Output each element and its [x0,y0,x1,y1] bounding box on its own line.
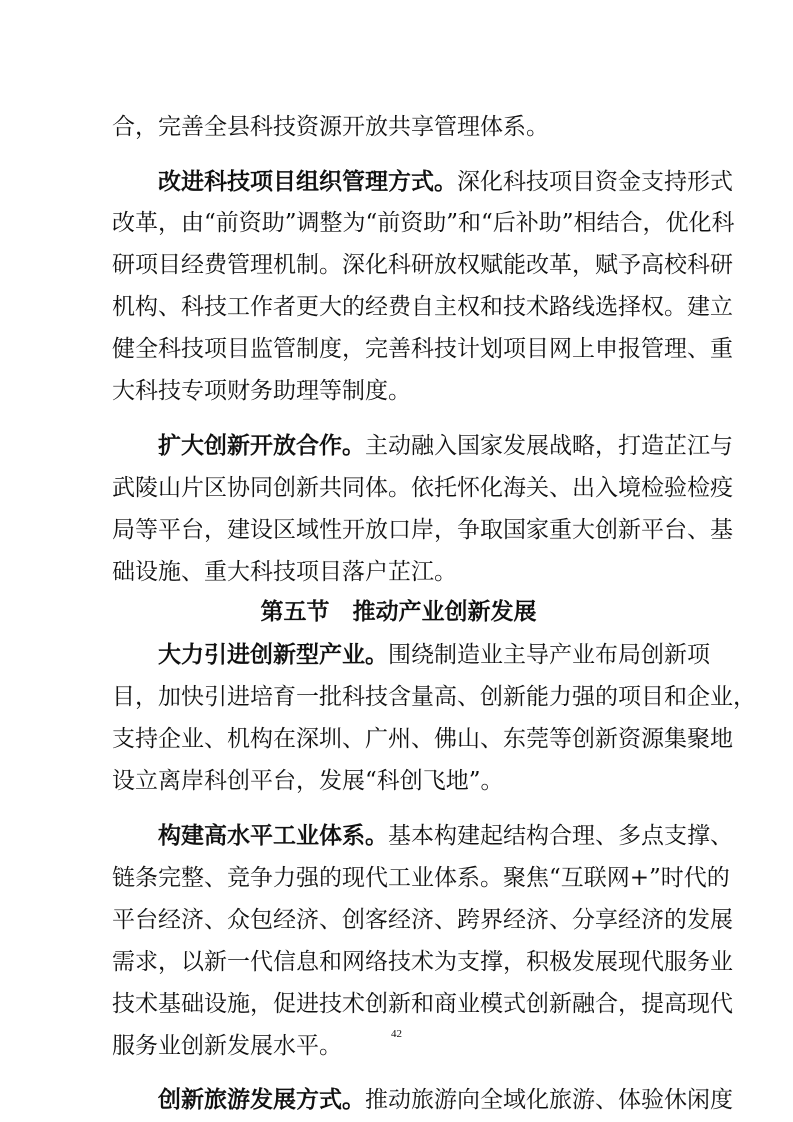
page-number: 42 [391,1028,402,1040]
text-line: 需求，以新一代信息和网络技术为支撑，积极发展现代服务业 [112,949,733,975]
paragraph-text: 主动融入国家发展战略，打造芷江与 [365,433,733,459]
paragraph-heading: 大力引进创新型产业。 [158,641,388,668]
text-line: 链条完整、竞争力强的现代工业体系。聚焦“互联网+”时代的 [112,865,730,891]
paragraph-text: 基本构建起结构合理、多点支撑、 [388,823,733,849]
paragraph-heading: 构建高水平工业体系。 [158,822,388,849]
text-line: 大科技专项财务助理等制度。 [112,378,411,404]
text-line: 础设施、重大科技项目落户芷江。 [112,559,457,585]
text-line: 支持企业、机构在深圳、广州、佛山、东莞等创新资源集聚地 [112,726,733,752]
paragraph-text: 围绕制造业主导产业布局创新项 [388,642,710,668]
paragraph-heading: 扩大创新开放合作。 [158,432,365,459]
paragraph-text: 推动旅游向全域化旅游、体验休闲度 [365,1087,733,1113]
text-line: 合，完善全县科技资源开放共享管理体系。 [112,114,549,140]
paragraph-first-line [158,640,710,670]
paragraph-heading: 改进科技项目组织管理方式。 [158,168,457,195]
text-line: 改革，由“前资助”调整为“前资助”和“后补助”相结合，优化科 [112,210,735,236]
text-line: 健全科技项目监管制度，完善科技计划项目网上申报管理、重 [112,336,733,362]
paragraph-heading: 创新旅游发展方式。 [158,1086,365,1113]
paragraph-first-line [158,821,733,851]
text-line: 武陵山片区协同创新共同体。依托怀化海关、出入境检验检疫 [112,475,733,501]
section-title: 第五节 推动产业创新发展 [260,598,537,625]
text-line: 服务业创新发展水平。 [112,1033,342,1059]
text-line: 研项目经费管理机制。深化科研放权赋能改革，赋予高校科研 [112,252,733,278]
paragraph-first-line [158,431,733,461]
paragraph-first-line [158,167,733,197]
text-line: 平台经济、众包经济、创客经济、跨界经济、分享经济的发展 [112,907,733,933]
text-line: 设立离岸科创平台，发展“科创飞地”。 [112,768,504,794]
paragraph-text: 深化科技项目资金支持形式 [457,169,733,195]
text-line: 机构、科技工作者更大的经费自主权和技术路线选择权。建立 [112,294,733,320]
text-line: 目，加快引进培育一批科技含量高、创新能力强的项目和企业， [112,684,756,710]
paragraph-first-line [158,1085,733,1115]
text-line: 技术基础设施，促进技术创新和商业模式创新融合，提高现代 [112,991,733,1017]
text-line: 局等平台，建设区域性开放口岸，争取国家重大创新平台、基 [112,517,733,543]
